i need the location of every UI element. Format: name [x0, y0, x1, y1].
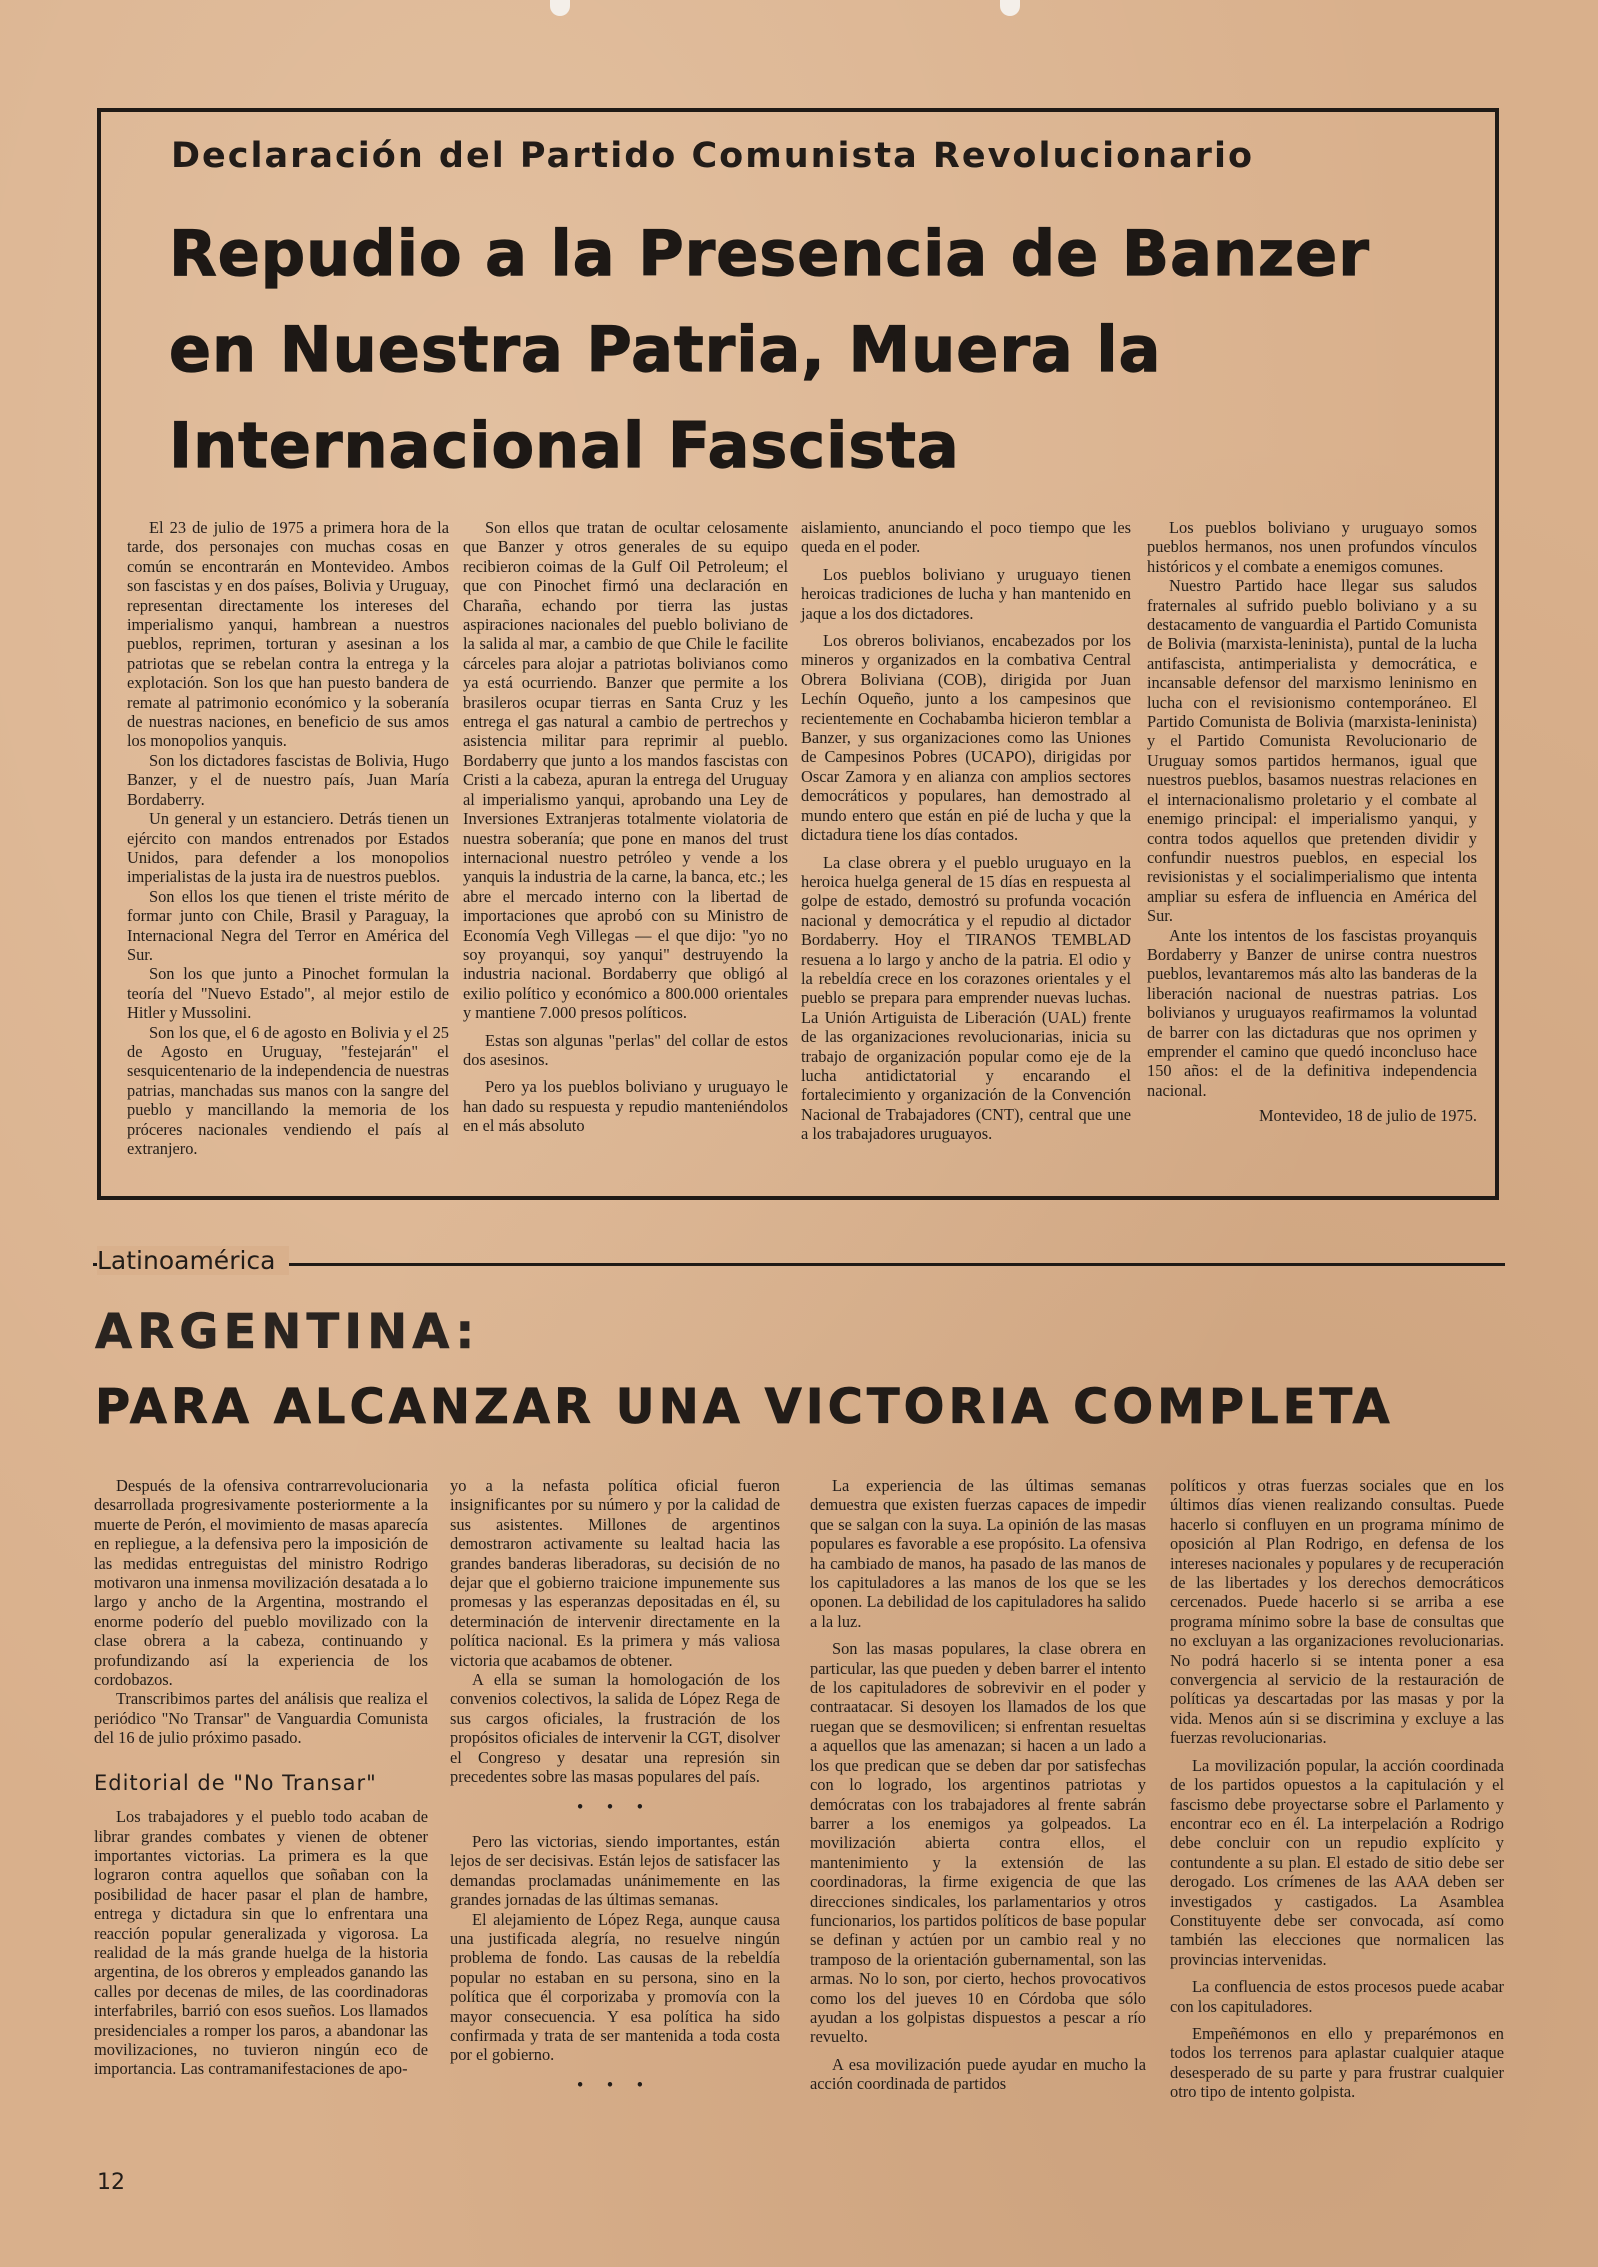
- punch-hole: [550, 0, 570, 16]
- declaration-headline: [169, 206, 1459, 494]
- paragraph: La movilización popular, la acción coordinada de los partidos opuestos a la capitulación y el fascismo debe proyectarse sobre el Parlamento y encontrar eco en él. La interpelación a Rodrigo debe concluir con un repudio explícito y contundente a su plan. El estado de sitio debe ser derogado. Los crímenes de las AAA deben ser investigados y castigados. La Asamblea Constituyente debe ser convocada, así como también las elecciones que normalicen las provincias intervenidas.: [1170, 1755, 1504, 1969]
- paragraph: Pero ya los pueblos boliviano y uruguayo le han dado su respuesta y repudio manteniéndolos en el más absoluto: [463, 1077, 788, 1136]
- separator: • • •: [577, 1796, 653, 1816]
- paragraph: Son ellos los que tienen el triste mérito de formar junto con Chile, Brasil y Paraguay, la Internacional Negra del Terror en América del Sur.: [127, 886, 449, 964]
- paragraph: Estas son algunas "perlas" del collar de estos dos asesinos.: [463, 1030, 788, 1069]
- editorial-heading: Editorial de "No Transar": [94, 1770, 377, 1795]
- paragraph: El 23 de julio de 1975 a primera hora de la tarde, dos personajes con muchas cosas en común se encontrarán en Montevideo. Ambos son fascistas y en dos países, Bolivia y Uruguay, representan directamente los intereses del imperialismo yanqui, hambrean a nuestros pueblos, reprimen, torturan y asesinan a los patriotas que se rebelan contra la entrega y la explotación. Son los que han puesto bandera de remate al patrimonio económico y la soberanía de nuestras naciones, en beneficio de sus amos los monopolios yanquis.: [127, 518, 449, 751]
- headline-line: Repudio a la Presencia de Banzer: [169, 217, 1370, 290]
- signature: Montevideo, 18 de julio de 1975.: [1258, 1106, 1477, 1126]
- paragraph: yo a la nefasta política oficial fueron insignificantes por su número y por la calidad de sus asistentes. Millones de argentinos demostraron activamente su lealtad hacia las grandes banderas liberadoras, su decisión de no dejar que el gobierno traicione impunemente sus promesas y las esperanzas depositadas en él, su determinación de intervenir directamente en la política nacional. Es la primera y más valiosa victoria que acabamos de obtener.: [450, 1476, 780, 1670]
- paragraph: Son las masas populares, la clase obrera en particular, las que pueden y deben barrer el intento de los capituladores de sobrevivir en el poder y contraatacar. Si desoyen los llamados de los que ruegan que se desmovilicen; si enfrentan resueltas a aquellos que las amenazan; si hacen a un lado a los que predican que se deben dar por satisfechas con lo logrado, los argentinos patriotas y demócratas con los trabajadores al frente sabrán barrer a los enemigos ya golpeados. La movilización abierta contra ellos, el mantenimiento y la extensión de las coordinadoras, la firme exigencia de que las direcciones sindicales, los parlamentarios y otros funcionarios, los partidos políticos de base popular se definan y actúen por un cambio real y no tramposo de la orientación gubernamental, son las armas. No lo son, por cierto, hechos provocativos como los del jueves 10 en Córdoba que sólo ayudan a los golpistas dispuestos a pescar a río revuelto.: [810, 1639, 1146, 2047]
- article-title: ARGENTINA:: [95, 1304, 480, 1360]
- section-rule: [93, 1263, 1505, 1266]
- paragraph: A ella se suman la homologación de los convenios colectivos, la salida de López Rega de sus cargos oficiales, la frustración de los propósitos oficiales de intervenir la CGT, disolver el Congreso y desatar una represión sin precedentes sobre las masas populares del país.: [450, 1670, 780, 1787]
- headline-line: en Nuestra Patria, Muera la: [169, 313, 1162, 386]
- article-column-2: [450, 1476, 780, 2110]
- article-column-4: [1170, 1476, 1504, 2102]
- paragraph: Los trabajadores y el pueblo todo acaban de librar grandes combates y vienen de obtener importantes victorias. La primera es la que lograron contra aquellos que soñaban con la posibilidad de hacer pasar el plan de hambre, entrega y dictadura sin que lo enfrentara una reacción popular generalizada y vigorosa. La realidad de la más grande huelga de la historia argentina, de los obreros y empleados ganando las calles por decenas de miles, de las coordinadoras interfabriles, barrió con esos sueños. Los llamados presidenciales a romper los paros, a abandonar las movilizaciones, no tuvieron ningún eco de importancia. Las contramanifestaciones de apo-: [94, 1807, 428, 2079]
- declaration-kicker: Declaración del Partido Comunista Revolucionario: [171, 136, 1254, 176]
- paragraph: Los obreros bolivianos, encabezados por los mineros y organizados en la combativa Central Obrera Boliviana (COB), dirigida por Juan Lechín Oqueño, junto a los campesinos que recientemente en Cochabamba hicieron temblar a Banzer, y sus organizaciones como las Uniones de Campesinos Pobres (UCAPO), dirigidas por Oscar Zamora y en alianza con amplios sectores democráticos y populares, han demostrado al mundo entero que están en pié de lucha y que la dictadura tiene los días contados.: [801, 631, 1131, 845]
- declaration-column-1: [127, 518, 449, 1158]
- paragraph: La confluencia de estos procesos puede acabar con los capituladores.: [1170, 1977, 1504, 2016]
- article-subtitle: PARA ALCANZAR UNA VICTORIA COMPLETA: [95, 1379, 1394, 1435]
- section-label: Latinoamérica: [97, 1246, 289, 1275]
- headline-line: Internacional Fascista: [169, 409, 960, 482]
- paragraph: Son los que, el 6 de agosto en Bolivia y el 25 de Agosto en Uruguay, "festejarán" el sesquicentenario de la independencia de nuestras patrias, manchadas sus manos con la sangre del pueblo y mancillando la memoria de los próceres nacionales vendiendo el país al extranjero.: [127, 1022, 449, 1158]
- paragraph: Ante los intentos de los fascistas proyanquis Bordaberry y Banzer de unirse contra nuestros pueblos, levantaremos más alto las banderas de la liberación nacional de nuestras patrias. Los bolivianos y uruguayos reafirmamos la voluntad de barrer con las dictaduras que nos oprimen y emprender el camino que quedó inconcluso hace 150 años: el de la definitiva independencia nacional.: [1147, 925, 1477, 1100]
- paragraph: Los pueblos boliviano y uruguayo tienen heroicas tradiciones de lucha y han mantenido en jaque a los dos dictadores.: [801, 564, 1131, 623]
- page-number: 12: [97, 2170, 125, 2195]
- declaration-column-2: [463, 518, 788, 1136]
- article-column-3: [810, 1476, 1146, 2094]
- declaration-box: [97, 108, 1499, 1200]
- paragraph: Un general y un estanciero. Detrás tienen un ejército con mandos entrenados por Estados Unidos, para defender a los monopolios imperialistas de la justa ira de nuestros pueblos.: [127, 809, 449, 887]
- declaration-column-4: [1147, 518, 1477, 1126]
- paragraph: Son los que junto a Pinochet formulan la teoría del "Nuevo Estado", al mejor estilo de Hitler y Mussolini.: [127, 964, 449, 1023]
- paragraph: Transcribimos partes del análisis que realiza el periódico "No Transar" de Vanguardia Comunista del 16 de julio próximo pasado.: [94, 1689, 428, 1748]
- paragraph: políticos y otras fuerzas sociales que en los últimos días vienen realizando consultas. Puede hacerlo si confluyen en un programa mínimo de oposición al Plan Rodrigo, en defensa de los intereses nacionales y populares y de recuperación de las libertades y los derechos democráticos cercenados. Puede hacerlo si se arriba a ese programa mínimo sobre la base de consultas que no excluyan a las organizaciones revolucionarias. No podrá hacerlo si se intenta poner a esa convergencia al servicio de la restauración de políticas ya descartadas por las masas y por la vida. Menos aún si se discrimina y excluye a las fuerzas revolucionarias.: [1170, 1476, 1504, 1748]
- declaration-column-3: [801, 518, 1131, 1144]
- paragraph: Son los dictadores fascistas de Bolivia, Hugo Banzer, y el de nuestro país, Juan María Bordaberry.: [127, 750, 449, 809]
- paragraph: Después de la ofensiva contrarrevolucionaria desarrollada progresivamente posteriormente a la muerte de Perón, el movimiento de masas aparecía en repliegue, a la defensiva pero la imposición de las medidas entreguistas del ministro Rodrigo motivaron una inmensa movilización desatada a lo largo y ancho de la Argentina, mostrando el enorme poderío del pueblo movilizado con la clase obrera a la cabeza, continuando y profundizando así la experiencia de los cordobazos.: [94, 1476, 428, 1690]
- paragraph: A esa movilización puede ayudar en mucho la acción coordinada de partidos: [810, 2054, 1146, 2094]
- article-column-1: [94, 1476, 428, 2079]
- paragraph: Empeñémonos en ello y preparémonos en todos los terrenos para aplastar cualquier ataque desesperado de su parte y para frustrar cualquier otro tipo de intento golpista.: [1170, 2023, 1504, 2102]
- paragraph: El alejamiento de López Rega, aunque causa una justificada alegría, no resuelve ningún problema de fondo. Las causas de la rebeldía popular no estaban en su persona, sino en la política que él corporizaba y promovía con la mayor consecuencia. Y esa política ha sido confirmada y trata de ser mantenida a toda costa por el gobierno.: [450, 1909, 780, 2065]
- paragraph: Pero las victorias, siendo importantes, están lejos de ser decisivas. Están lejos de satisfacer las demandas proclamadas unánimemente en las grandes jornadas de las últimas semanas.: [450, 1831, 780, 1910]
- paragraph: Son ellos que tratan de ocultar celosamente que Banzer y otros generales de su equipo recibieron coimas de la Gulf Oil Petroleum; el que con Pinochet firmó una declaración en Charaña, echando por tierra las justas aspiraciones nacionales del pueblo boliviano de la salida al mar, a cambio de que Chile le facilite cárceles para alojar a patriotas bolivianos como ya está ocurriendo. Banzer que permite a los brasileros ocupar tierras en Santa Cruz y les entrega el gas natural a cambio de pertrechos y asistencia militar para reprimir al pueblo. Bordaberry que junto a los mandos fascistas con Cristi a la cabeza, apuran la entrega del Uruguay al imperialismo yanqui, aprobando una Ley de Inversiones Extranjeras totalmente violatoria de nuestra soberanía; que pone en manos del trust internacional nuestro petróleo y vende a los yanquis la industria de la carne, la banca, etc.; les abre el mercado interno con la libertad de importaciones que aprobó con su Ministro de Economía Vegh Villegas — el que dijo: "yo no soy proyanqui, soy yanqui" destruyendo la industria nacional. Bordaberry que obligó al exilio político y económico a 800.000 orientales y mantiene 7.000 presos políticos.: [463, 518, 788, 1023]
- paragraph: Nuestro Partido hace llegar sus saludos fraternales al sufrido pueblo boliviano y a su destacamento de vanguardia el Partido Comunista de Bolivia (marxista-leninista), puntal de la lucha antifascista, antimperialista y democrática, e incansable defensor del marxismo leninismo en lucha con el revisionismo contemporáneo. El Partido Comunista de Bolivia (marxista-leninista) y el Partido Comunista Revolucionario de Uruguay somos partidos hermanos, igual que nuestros pueblos, basamos nuestras relaciones en el internacionalismo proletario y el combate al enemigo principal: el imperialismo yanqui, y contra todos aquellos que pretenden dividir y confundir nuestros pueblos, en especial los revisionistas y el socialimperialismo que intenta ampliar su esfera de influencia en América del Sur.: [1147, 576, 1477, 926]
- paragraph: La experiencia de las últimas semanas demuestra que existen fuerzas capaces de impedir que se salgan con la suya. La opinión de las masas populares es favorable a ese propósito. La ofensiva ha cambiado de manos, ha pasado de las manos de los capituladores a las manos de los que se les oponen. La debilidad de los capituladores ha salido a la luz.: [810, 1476, 1146, 1631]
- separator: • • •: [577, 2074, 653, 2094]
- punch-hole: [1000, 0, 1020, 16]
- paragraph: La clase obrera y el pueblo uruguayo en la heroica huelga general de 15 días en respuesta al golpe de estado, demostró su profunda vocación nacional y democrática y el repudio al dictador Bordaberry. Hoy el TIRANOS TEMBLAD resuena a lo largo y ancho de la patria. El odio y la rebeldía crece en los corazones orientales y el pueblo se prepara para emprender nuevas luchas. La Unión Artiguista de Liberación (UAL) frente de las organizaciones revolucionarias, inicia su trabajo de organización popular como eje de la lucha antidictatorial y encarando el fortalecimiento y organización de la Convención Nacional de Trabajadores (CNT), central que une a los trabajadores uruguayos.: [801, 852, 1131, 1144]
- paragraph: Los pueblos boliviano y uruguayo somos pueblos hermanos, nos unen profundos vínculos históricos y el combate a enemigos comunes.: [1147, 518, 1477, 576]
- paragraph: aislamiento, anunciando el poco tiempo que les queda en el poder.: [801, 518, 1131, 557]
